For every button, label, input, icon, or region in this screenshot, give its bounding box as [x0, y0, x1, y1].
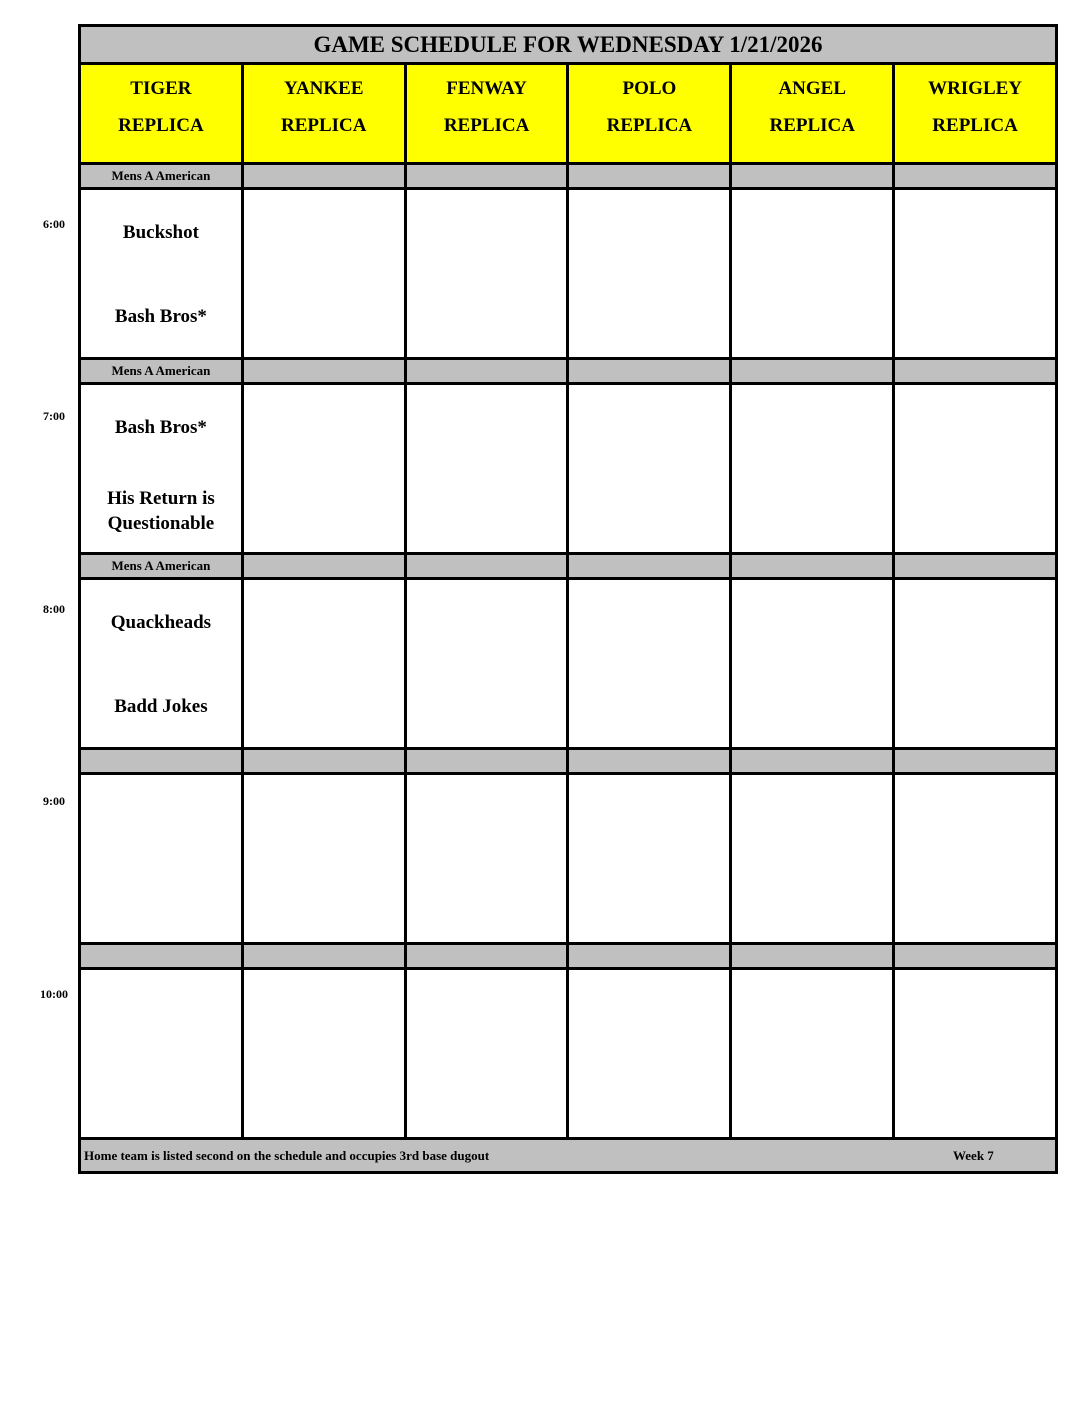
- field-header-tiger: TIGER REPLICA: [81, 65, 244, 162]
- time-label-7: 7:00: [43, 409, 65, 423]
- division-row: [81, 555, 1055, 580]
- game-cell: [81, 385, 244, 552]
- time-label-10: 10:00: [40, 987, 68, 1001]
- footer-bar: [81, 1140, 1055, 1171]
- game-cell: [81, 775, 244, 942]
- time-slot-row: [81, 970, 1055, 1140]
- division-label: [81, 750, 244, 772]
- field-header-polo: POLO REPLICA: [569, 65, 732, 162]
- home-team: His Return is Questionable: [107, 488, 215, 534]
- game-cell: [81, 190, 244, 357]
- field-header-yankee: YANKEE REPLICA: [244, 65, 407, 162]
- division-label: Mens A American: [81, 555, 244, 577]
- division-row: [81, 360, 1055, 385]
- away-team: Bash Bros*: [114, 417, 207, 438]
- division-label: Mens A American: [81, 165, 244, 187]
- away-team: Buckshot: [122, 222, 199, 243]
- page-title: GAME SCHEDULE FOR WEDNESDAY 1/21/2026: [81, 27, 1055, 65]
- time-slot-row: [81, 385, 1055, 555]
- time-label-9: 9:00: [43, 794, 65, 808]
- home-team: Bash Bros*: [114, 306, 207, 327]
- division-label: [81, 945, 244, 967]
- division-label: Mens A American: [81, 360, 244, 382]
- home-team: Badd Jokes: [114, 696, 208, 717]
- game-cell: [81, 580, 244, 747]
- time-slot-row: [81, 775, 1055, 945]
- time-slot-row: [81, 190, 1055, 360]
- week-label: Week 7: [953, 1148, 994, 1163]
- field-header-wrigley: WRIGLEY REPLICA: [895, 65, 1055, 162]
- footer-note: Home team is listed second on the schedule and occupies 3rd base dugout: [84, 1148, 490, 1163]
- division-row: [81, 165, 1055, 190]
- division-row: [81, 945, 1055, 970]
- field-header-fenway: FENWAY REPLICA: [407, 65, 570, 162]
- field-header-angel: ANGEL REPLICA: [732, 65, 895, 162]
- game-cell: [81, 970, 244, 1137]
- time-label-6: 6:00: [43, 217, 65, 231]
- division-row: [81, 750, 1055, 775]
- schedule-table: [78, 24, 1058, 1174]
- time-slot-row: [81, 580, 1055, 750]
- away-team: Quackheads: [110, 612, 212, 633]
- field-header-row: [81, 65, 1055, 165]
- time-label-8: 8:00: [43, 602, 65, 616]
